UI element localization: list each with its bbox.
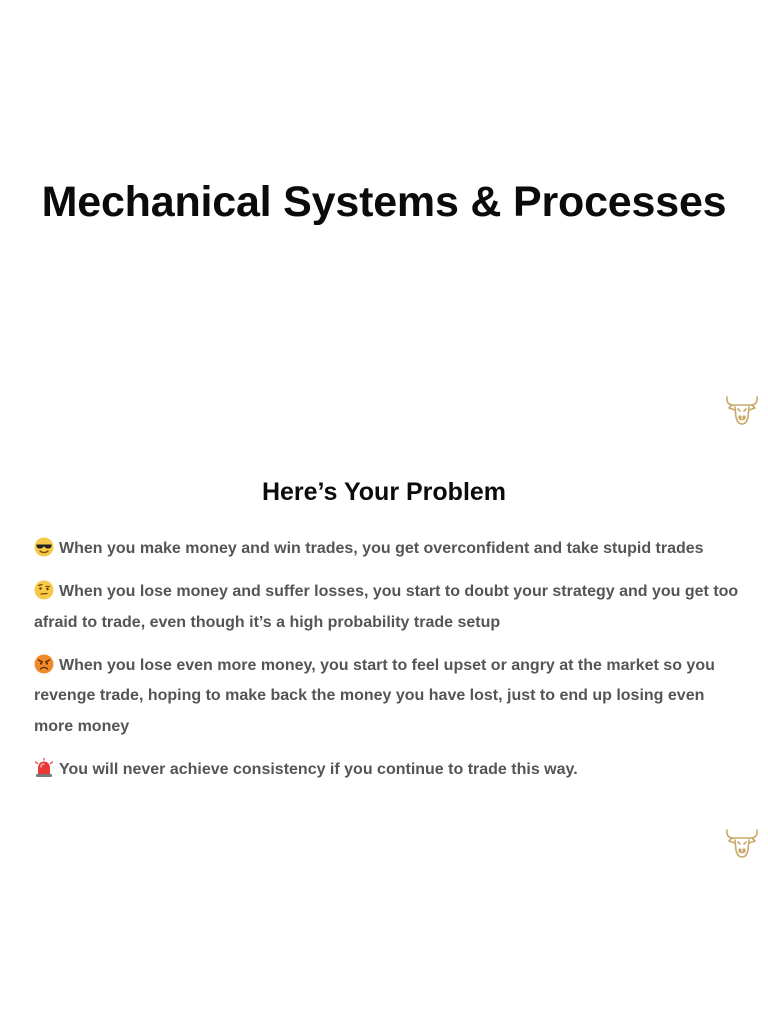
sunglasses-face-icon: [34, 537, 54, 557]
angry-face-icon: [34, 654, 54, 674]
bull-head-icon: [724, 826, 760, 860]
problem-list: [34, 534, 739, 798]
section-heading: Here’s Your Problem: [261, 478, 507, 506]
list-item: When you make money and win trades, you get overconfident and take stupid trades: [34, 534, 739, 565]
page-title: Mechanical Systems & Processes: [41, 178, 727, 226]
list-item: You will never achieve consistency if you continue to trade this way.: [34, 755, 739, 786]
list-item: When you lose even more money, you start to feel upset or angry at the market so you revenge trade, hoping to make back the money you have lost, just to end up losing even more money: [34, 651, 739, 743]
bull-head-icon: [724, 393, 760, 427]
raised-eyebrow-face-icon: [34, 580, 54, 600]
police-light-icon: [34, 758, 54, 778]
list-item: When you lose money and suffer losses, you start to doubt your strategy and you get too afraid to trade, even though it’s a high probability trade setup: [34, 577, 739, 638]
